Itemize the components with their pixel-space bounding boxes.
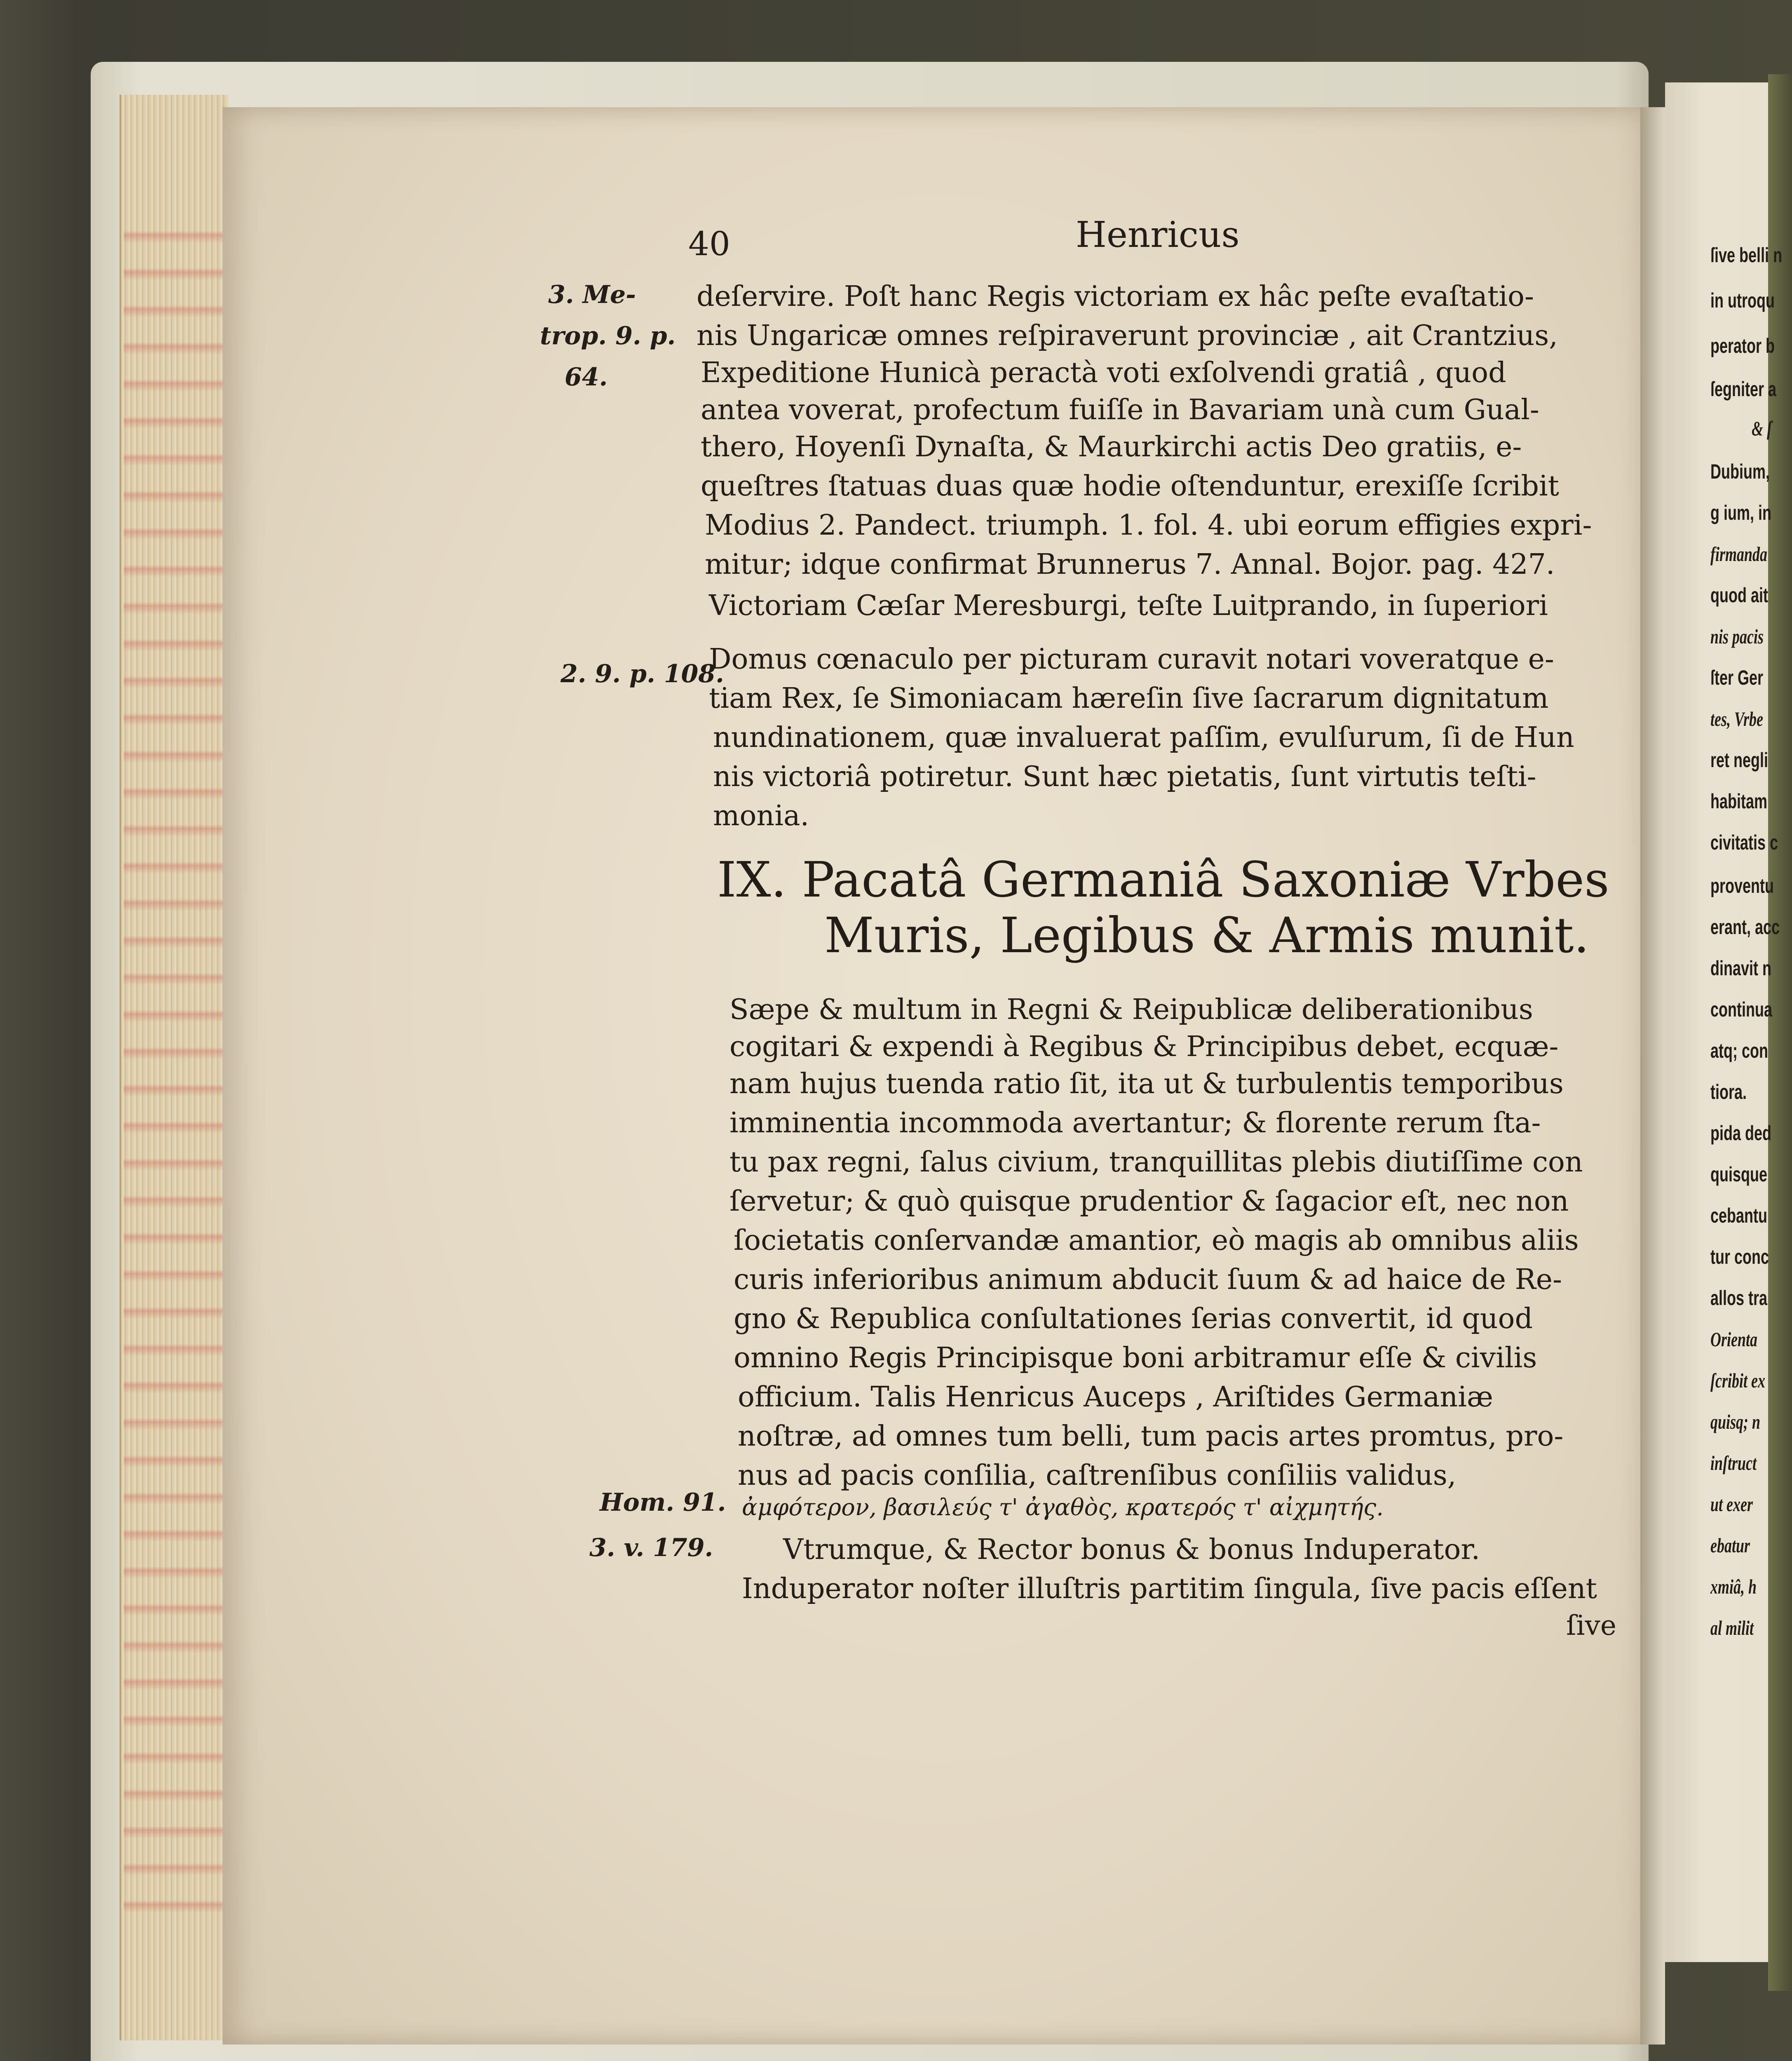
- text-line: Victoriam Cæſar Meresburgi, teſte Luitprando, in ſuperiori: [709, 589, 1548, 622]
- facing-page-fragment: quod ait: [1710, 584, 1768, 607]
- text-line: Induperator noſter illuſtris partitim ſingula, ſive pacis eſſent: [742, 1573, 1597, 1605]
- text-line: nis Ungaricæ omnes reſpiraverunt provinciæ , ait Crantzius,: [697, 319, 1558, 352]
- text-line: curis inferioribus animum abducit ſuum & ad haice de Re-: [734, 1263, 1562, 1296]
- facing-page-fragment: tes, Vrbe: [1710, 707, 1764, 730]
- facing-page-fragment: ſegniter a: [1710, 378, 1777, 401]
- page-number: 40: [688, 225, 730, 263]
- section-heading-line-2: Muris, Legibus & Armis munit.: [824, 907, 1590, 964]
- text-line: thero, Hoyenſi Dynaſta, & Maurkirchi actis Deo gratiis, e-: [701, 431, 1522, 463]
- facing-page-fragment: perator b: [1710, 334, 1775, 357]
- margin-note: 2. 9. p. 108.: [561, 660, 724, 688]
- facing-page-fragment: in utroqu: [1710, 289, 1775, 312]
- text-line: Sæpe & multum in Regni & Reipublicæ deliberationibus: [729, 993, 1533, 1026]
- text-line: Expeditione Hunicà peractà voti exſolvendi gratiâ , quod: [701, 357, 1506, 389]
- facing-page-fragment: dinavit n: [1710, 957, 1772, 980]
- red-edge-speckle: [124, 206, 223, 1937]
- facing-page-fragment: erant, acc: [1710, 915, 1780, 939]
- text-line: mitur; idque confirmat Brunnerus 7. Annal. Bojor. pag. 427.: [705, 548, 1555, 581]
- facing-page-fragment: ret negli: [1710, 749, 1769, 772]
- facing-page-fragment: al milit: [1710, 1616, 1754, 1639]
- facing-page-fragment: ſive belli n: [1710, 244, 1783, 267]
- text-line: nam hujus tuenda ratio ſit, ita ut & turbulentis temporibus: [729, 1068, 1564, 1100]
- text-line: nus ad pacis conſilia, caſtrenſibus conſiliis validus,: [738, 1459, 1457, 1492]
- running-head: Henricus: [1076, 214, 1240, 256]
- facing-page-fragment: ſcribit ex: [1710, 1369, 1765, 1392]
- facing-page-fragment: continua: [1710, 998, 1772, 1021]
- facing-page-fragment: firmanda: [1710, 542, 1768, 566]
- facing-page-fragment: proventu: [1710, 874, 1774, 897]
- margin-note: Hom. 91.: [600, 1488, 726, 1517]
- facing-page-fragment: allos tra: [1710, 1286, 1768, 1310]
- facing-page-fragment: g ium, in: [1710, 501, 1771, 524]
- facing-page-fragment: civitatis c: [1710, 831, 1778, 854]
- catchword: ſive: [1566, 1610, 1616, 1641]
- section-heading: IX. Pacatâ Germaniâ Saxoniæ Vrbes: [717, 851, 1609, 908]
- text-line: noſtræ, ad omnes tum belli, tum pacis artes promtus, pro-: [738, 1420, 1564, 1453]
- facing-page-fragment: & ſ: [1752, 417, 1772, 440]
- facing-page-fragment: pida ded: [1710, 1122, 1772, 1145]
- text-line: omnino Regis Principisque boni arbitramur eſſe & civilis: [734, 1342, 1537, 1374]
- text-line: tiam Rex, ſe Simoniacam hæreſin ſive ſacrarum dignitatum: [709, 682, 1549, 715]
- text-line: deſervire. Poſt hanc Regis victoriam ex hâc peſte evaſtatio-: [697, 280, 1534, 313]
- text-line: antea voverat, profectum fuiſſe in Bavariam unà cum Gual-: [701, 394, 1539, 426]
- text-line: tu pax regni, ſalus civium, tranquillitas plebis diutiſſime con: [729, 1146, 1583, 1178]
- text-line: gno & Republica conſultationes ſerias convertit, id quod: [734, 1303, 1533, 1335]
- text-line: Domus cœnaculo per picturam curavit notari voveratque e-: [709, 643, 1554, 676]
- facing-page-fragment: ut exer: [1710, 1493, 1753, 1516]
- facing-page-fragment: Dubium,: [1710, 460, 1770, 483]
- text-line: Vtrumque, & Rector bonus & bonus Induperator.: [783, 1533, 1480, 1566]
- text-line: nis victoriâ potiretur. Sunt hæc pietatis, ſunt virtutis teſti-: [713, 761, 1536, 793]
- facing-page-fragment: inſtruct: [1710, 1451, 1757, 1474]
- text-line: monia.: [713, 800, 809, 832]
- facing-page-fragment: xmiâ, h: [1710, 1575, 1757, 1598]
- text-line: queſtres ſtatuas duas quæ hodie oſtenduntur, erexiſſe ſcribit: [701, 470, 1559, 502]
- margin-note: trop. 9. p.: [540, 322, 676, 350]
- text-line: officium. Talis Henricus Auceps , Ariſtides Germaniæ: [738, 1381, 1493, 1413]
- greek-quotation: ἀμφότερον, βασιλεύς τ' ἀγαθὸς, κρατερός τ' αἰχμητής.: [742, 1494, 1384, 1521]
- facing-page-fragment: quisq; n: [1710, 1410, 1761, 1433]
- green-cloth-edge: [1768, 74, 1792, 1991]
- facing-page-fragment: atq; con: [1710, 1039, 1768, 1062]
- page-gutter: [1640, 107, 1665, 2045]
- text-line: Modius 2. Pandect. triumph. 1. fol. 4. ubi eorum effigies expri-: [705, 509, 1592, 542]
- margin-note: 3. Me-: [548, 280, 636, 309]
- facing-page-fragment: cebantu: [1710, 1204, 1768, 1227]
- facing-page-fragment: tur conc: [1710, 1245, 1769, 1268]
- margin-note: 64.: [565, 363, 608, 392]
- text-line: imminentia incommoda avertantur; & florente rerum ſta-: [729, 1107, 1541, 1139]
- facing-page-fragment: ſter Ger: [1710, 666, 1764, 689]
- facing-page-fragment: ebatur: [1710, 1534, 1750, 1557]
- text-line: nundinationem, quæ invaluerat paſſim, evulſurum, ſi de Hun: [713, 721, 1574, 754]
- facing-page-fragment: habitam: [1710, 790, 1768, 813]
- facing-page-fragment: Orienta: [1710, 1328, 1758, 1351]
- facing-page-fragment: quisque: [1710, 1163, 1768, 1186]
- text-line: ſervetur; & quò quisque prudentior & ſagacior eſt, nec non: [729, 1185, 1569, 1218]
- text-line: cogitari & expendi à Regibus & Principibus debet, ecquæ-: [729, 1030, 1559, 1063]
- facing-page-fragment: tiora.: [1710, 1080, 1747, 1103]
- margin-note: 3. v. 179.: [589, 1533, 713, 1562]
- text-line: ſocietatis conſervandæ amantior, eò magis ab omnibus aliis: [734, 1224, 1579, 1257]
- facing-page-fragment: nis pacis: [1710, 625, 1764, 648]
